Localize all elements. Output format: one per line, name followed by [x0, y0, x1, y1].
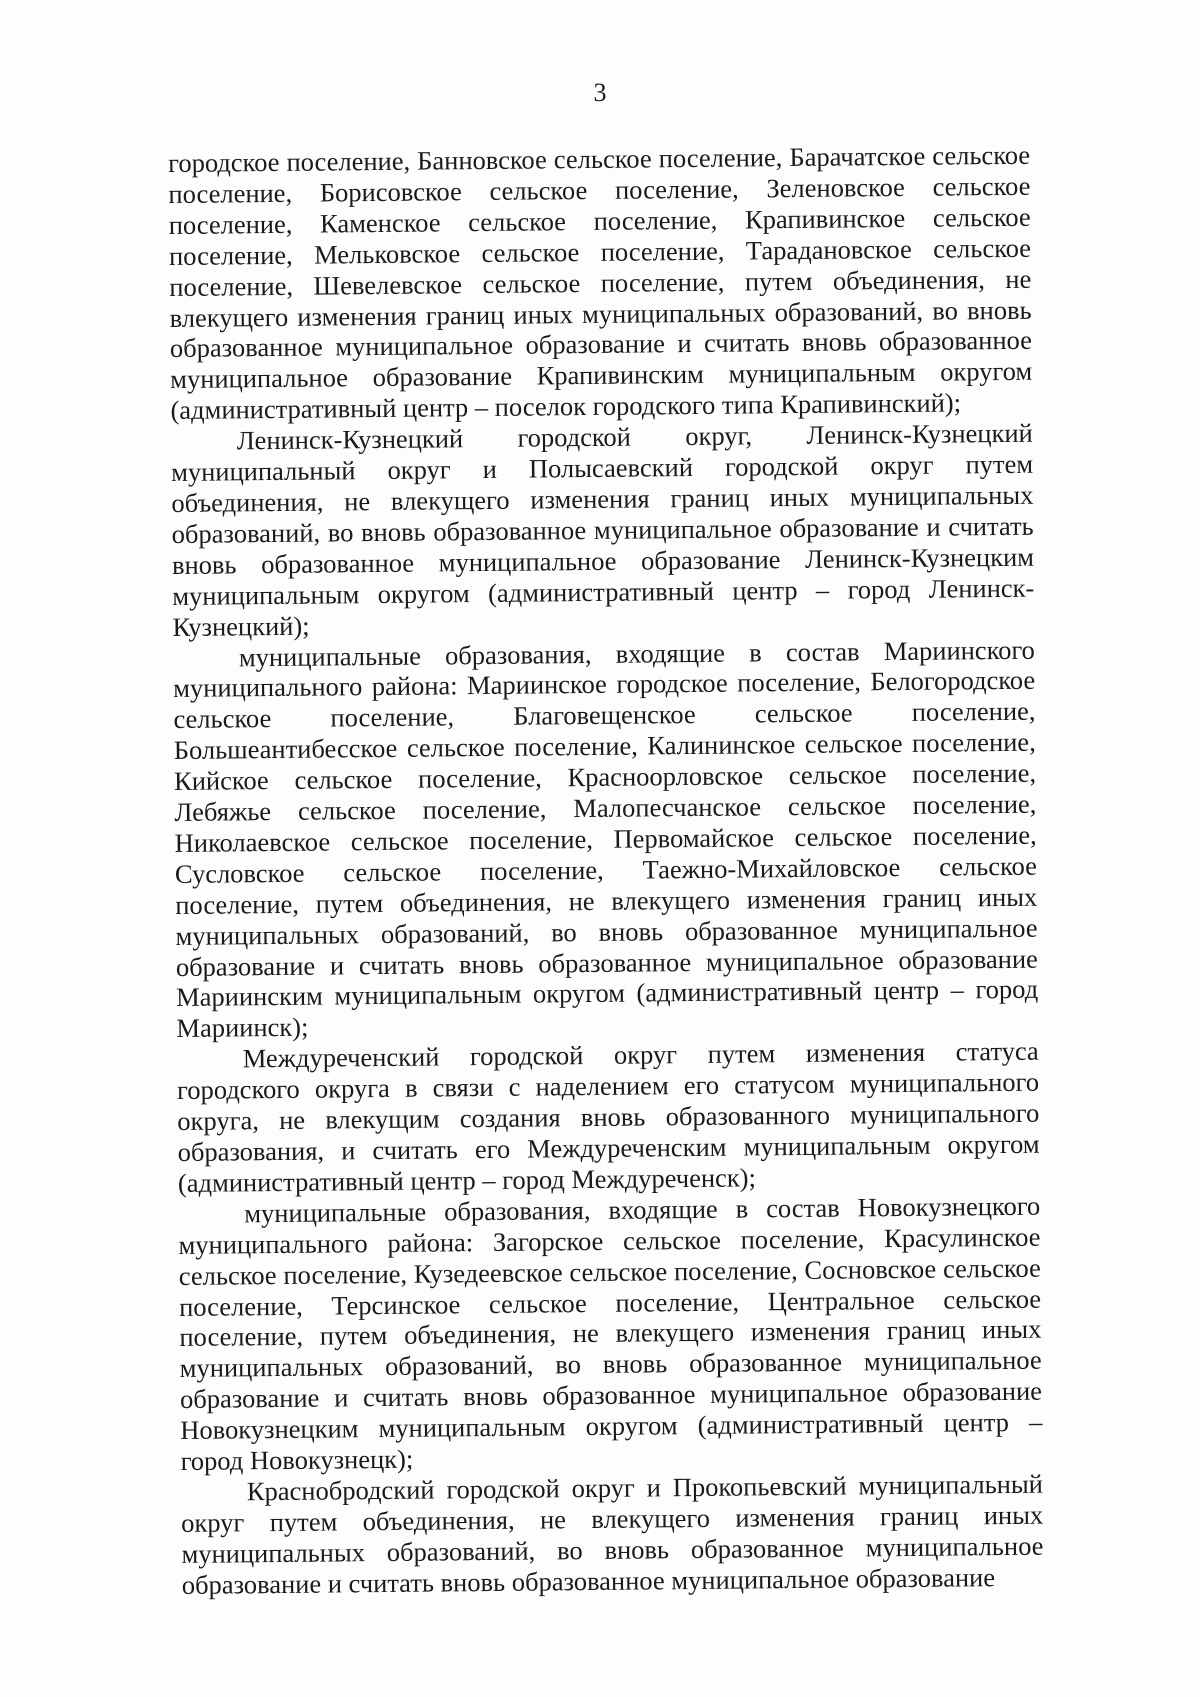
paragraph-krasnobrodsky: Краснобродский городской округ и Прокопьевский муниципальный округ путем объединения, не влекущего изменения границ иных муниципальных образований, во вновь образованное муниципальное образование и считать вновь образованное муниципальное образование [181, 1468, 1044, 1600]
paragraph-leninsk-kuznetsky: Ленинск-Кузнецкий городской округ, Ленинск-Кузнецкий муниципальный округ и Полысаевский городской округ путем объединения, не влекущего изменения границ иных муниципальных образований, во вновь образованное муниципальное образование и считать вновь образованное муниципальное образование Ленинск-Кузнецким муниципальным округом (административный центр – город Ленинск-Кузнецкий); [170, 417, 1035, 642]
page-number: 3 [593, 78, 607, 107]
paragraph-mariinsky: муниципальные образования, входящие в состав Мариинского муниципального района: Мариинское городское поселение, Белогородское сельское поселение, Благовещенское сельское поселение, Большеантибесское сельское поселение, Калининское сельское поселение, Кийское сельское поселение, Красноорловское сельское поселение, Лебяжье сельское поселение, Малопесчанское сельское поселение, Николаевское сельское поселение, Первомайское сельское поселение, Сусловское сельское поселение, Таежно-Михайловское сельское поселение, путем объединения, не влекущего изменения границ иных муниципальных образований, во вновь образованное муниципальное образование и считать вновь образованное муниципальное образование Мариинским муниципальным округом (административный центр – город Мариинск); [173, 634, 1039, 1044]
paragraph-krapivinsky: городское поселение, Банновское сельское поселение, Барачатское сельское поселение, Борисовское сельское поселение, Зеленовское сельское поселение, Каменское сельское поселение, Крапивинское сельское поселение, Мельковское сельское поселение, Тарадановское сельское поселение, Шевелевское сельское поселение, путем объединения, не влекущего изменения границ иных муниципальных образований, во вновь образованное муниципальное образование и считать вновь образованное муниципальное образование Крапивинским муниципальным округом (административный центр – поселок городского типа Крапивинский); [168, 139, 1033, 426]
document-body [168, 140, 1044, 1601]
paragraph-novokuznetsky: муниципальные образования, входящие в состав Новокузнецкого муниципального района: Загорское сельское поселение, Красулинское сельское поселение, Кузедеевское сельское поселение, Сосновское сельское поселение, Терсинское сельское поселение, Центральное сельское поселение, путем объединения, не влекущего изменения границ иных муниципальных образований, во вновь образованное муниципальное образование и считать вновь образованное муниципальное образование Новокузнецким муниципальным округом (административный центр – город Новокузнецк); [178, 1190, 1043, 1477]
paragraph-mezhdurechensky: Междуреченский городской округ путем изменения статуса городского округа в связи с наделением его статусом муниципального округа, не влекущим создания вновь образованного муниципального образования, и считать его Междуреченским муниципальным округом (административный центр – город Междуреченск); [176, 1035, 1040, 1198]
